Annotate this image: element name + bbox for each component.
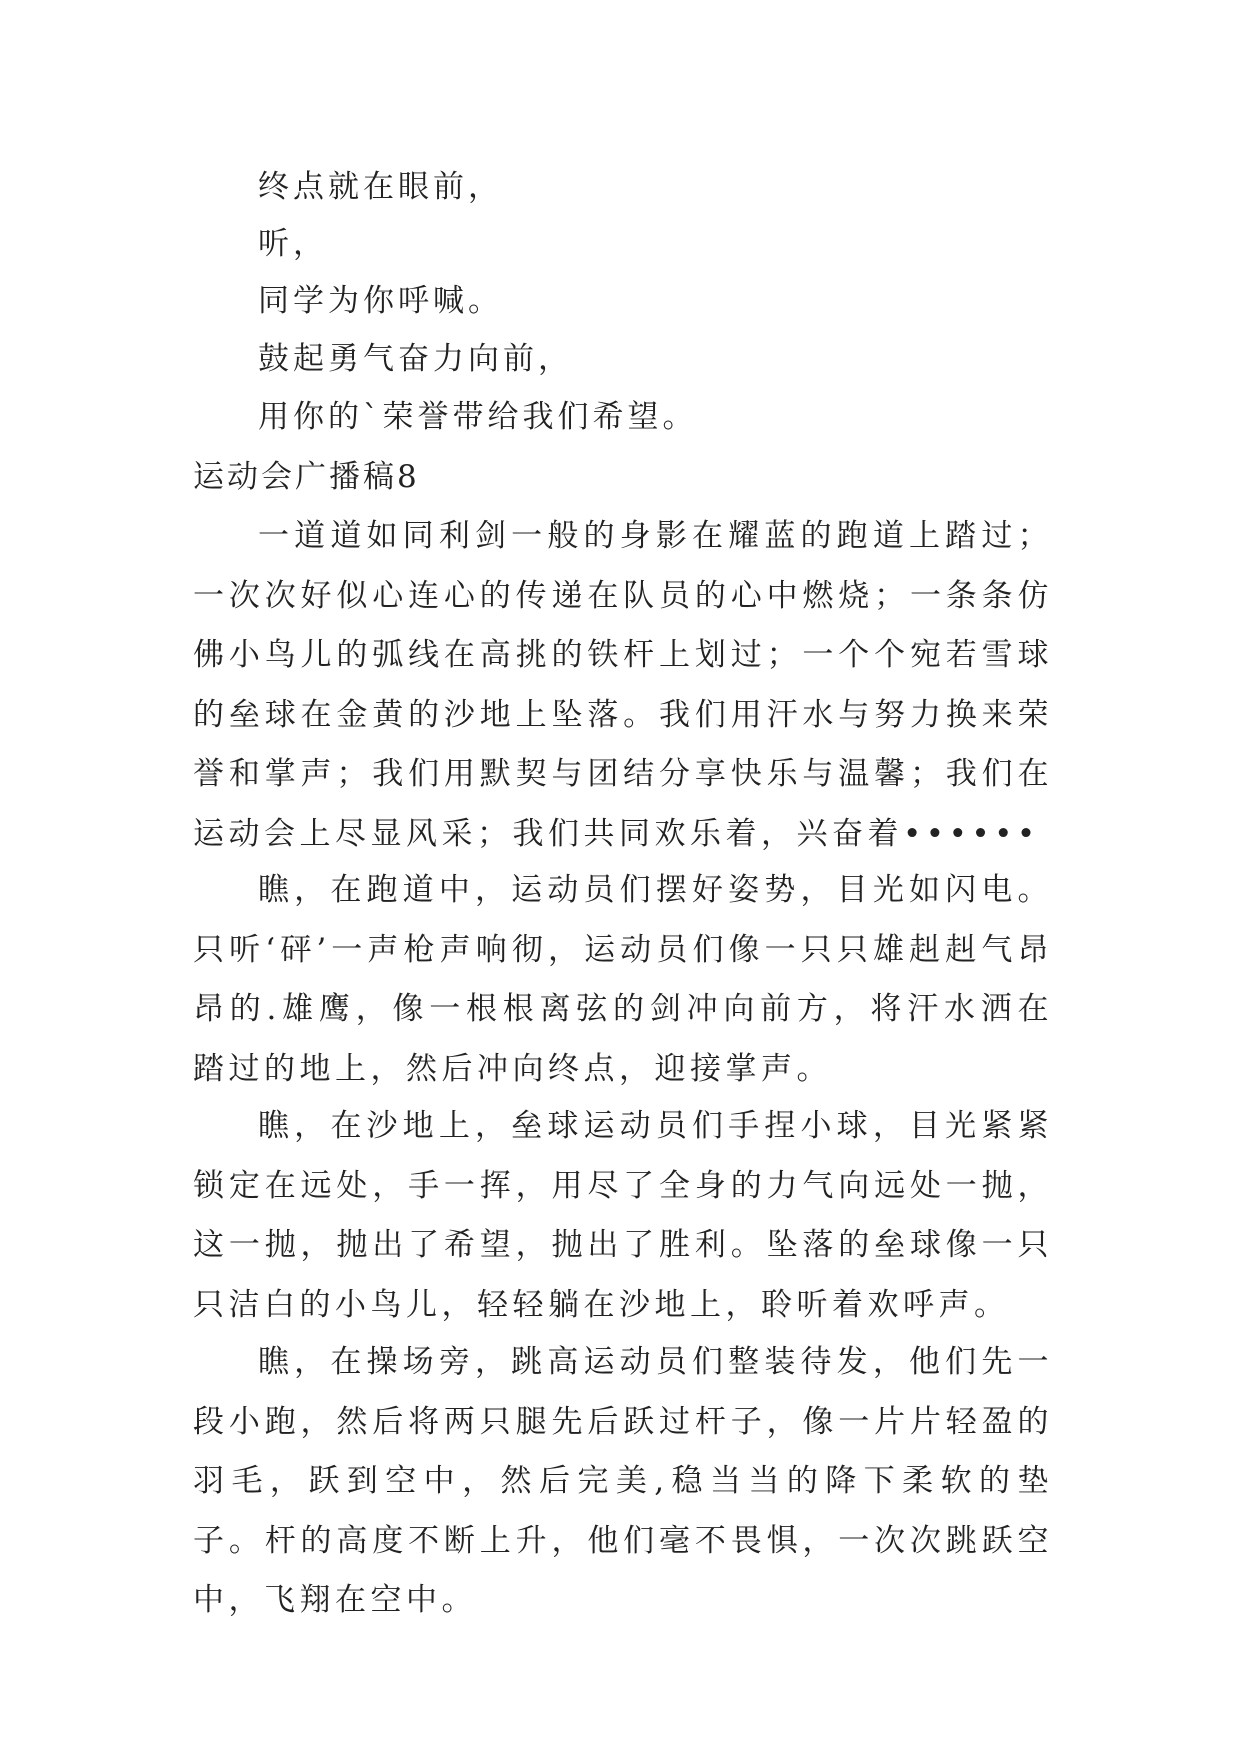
poem-line: 鼓起勇气奋力向前，: [258, 341, 573, 377]
poem-line: 用你的`荣誉带给我们希望。: [258, 399, 698, 435]
body-paragraph: 瞧，在操场旁，跳高运动员们整装待发，他们先一段小跑，然后将两只腿先后跃过杆子，像一片片轻盈的羽毛，跃到空中，然后完美,稳当当的降下柔软的垫子。杆的高度不断上升，他们毫不畏惧，一次次跳跃空中，飞翔在空中。: [193, 1344, 1053, 1618]
body-paragraph: 瞧，在跑道中，运动员们摆好姿势，目光如闪电。只听‘砰’一声枪声响彻，运动员们像一只只雄赳赳气昂昂的.雄鹰，像一根根离弦的剑冲向前方，将汗水洒在踏过的地上，然后冲向终点，迎接掌声。: [193, 872, 1053, 1087]
body-paragraph: 一道道如同利剑一般的身影在耀蓝的跑道上踏过；一次次好似心连心的传递在队员的心中燃烧；一条条仿佛小鸟儿的弧线在高挑的铁杆上划过；一个个宛若雪球的垒球在金黄的沙地上坠落。我们用汗水与努力换来荣誉和掌声；我们用默契与团结分享快乐与温馨；我们在运动会上尽显风采；我们共同欢乐着，兴奋着••••••: [193, 518, 1053, 852]
poem-line: 同学为你呼喊。: [258, 283, 503, 319]
poem-line: 终点就在眼前，: [258, 169, 503, 205]
section-heading: 运动会广播稿8: [193, 459, 420, 495]
poem-line: 听，: [258, 226, 328, 262]
body-paragraph: 瞧，在沙地上，垒球运动员们手捏小球，目光紧紧锁定在远处，手一挥，用尽了全身的力气向远处一抛，这一抛，抛出了希望，抛出了胜利。坠落的垒球像一只只洁白的小鸟儿，轻轻躺在沙地上，聆听着欢呼声。: [193, 1108, 1053, 1323]
